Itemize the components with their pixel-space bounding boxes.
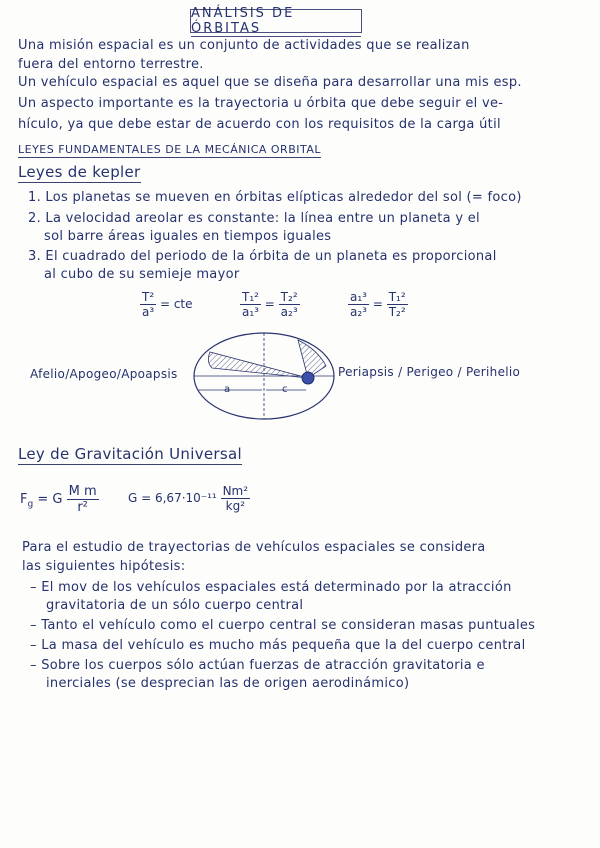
formula-g-constant: G = 6,67·10⁻¹¹ $\frac{\text{Nm²}}{\text{kg²}}$ [128, 484, 249, 513]
kepler-law-2: 2. La velocidad areolar es constante: la línea entre un planeta y el [28, 211, 480, 226]
label-a: a [224, 384, 231, 395]
formula-kepler-1: $\frac{\text{T²}}{\text{a³}}$ = cte [141, 290, 193, 319]
kepler-law-2-cont: sol barre áreas iguales en tiempos iguales [44, 229, 332, 244]
intro-line-5: hículo, ya que debe estar de acuerdo con los requisitos de la carga útil [18, 117, 501, 132]
hypothesis-2: – Tanto el vehículo como el cuerpo central se consideran masas puntuales [30, 618, 536, 633]
kepler-heading: Leyes de kepler [18, 163, 141, 181]
hypothesis-4-cont: inerciales (se desprecian las de origen aerodinámico) [46, 676, 410, 691]
hypothesis-1-cont: gravitatoria de un sólo cuerpo central [46, 598, 304, 613]
formula-gravitation: $F_g = G$ $\frac{\text{M m}}{\text{r²}}$ [20, 484, 97, 515]
kepler-law-3: 3. El cuadrado del periodo de la órbita de un planeta es proporcional [28, 249, 497, 264]
label-periapsis: Periapsis / Perigeo / Perihelio [338, 365, 521, 379]
swept-area-left [208, 352, 308, 378]
intro-line-3: Un vehículo espacial es aquel que se diseña para desarrollar una mis esp. [18, 75, 522, 90]
gravitation-heading: Ley de Gravitación Universal [18, 445, 242, 463]
intro-line-2: fuera del entorno terrestre. [18, 57, 204, 72]
hypothesis-3: – La masa del vehículo es mucho más pequeña que la del cuerpo central [30, 638, 526, 653]
hypotheses-intro-1: Para el estudio de trayectorias de vehículos espaciales se considera [22, 540, 486, 555]
kepler-law-3-cont: al cubo de su semieje mayor [44, 267, 240, 282]
focus-body [302, 372, 314, 384]
hypothesis-4: – Sobre los cuerpos sólo actúan fuerzas de atracción gravitatoria e [30, 658, 485, 673]
page-title: ANÁLISIS DE ÓRBITAS [190, 9, 362, 33]
section-heading: LEYES FUNDAMENTALES DE LA MECÁNICA ORBITAL [18, 143, 322, 156]
formula-kepler-3: $\frac{\text{a₁³}}{\text{a₂³}}$ = $\frac{\text{T₁²}}{\text{T₂²}}$ [350, 290, 406, 319]
intro-line-4: Un aspecto importante es la trayectoria u órbita que debe seguir el ve- [18, 96, 504, 111]
intro-line-1: Una misión espacial es un conjunto de actividades que se realizan [18, 38, 470, 53]
swept-area-right [298, 340, 326, 378]
label-c: c [282, 384, 288, 395]
label-apoapsis: Afelio/Apogeo/Apoapsis [30, 367, 178, 381]
kepler-law-1: 1. Los planetas se mueven en órbitas elípticas alrededor del sol (= foco) [28, 190, 522, 205]
hypothesis-1: – El mov de los vehículos espaciales está determinado por la atracción [30, 580, 512, 595]
hypotheses-intro-2: las siguientes hipótesis: [22, 559, 186, 574]
formula-kepler-2: $\frac{\text{T₁²}}{\text{a₁³}}$ = $\frac{\text{T₂²}}{\text{a₂³}}$ [241, 290, 298, 319]
